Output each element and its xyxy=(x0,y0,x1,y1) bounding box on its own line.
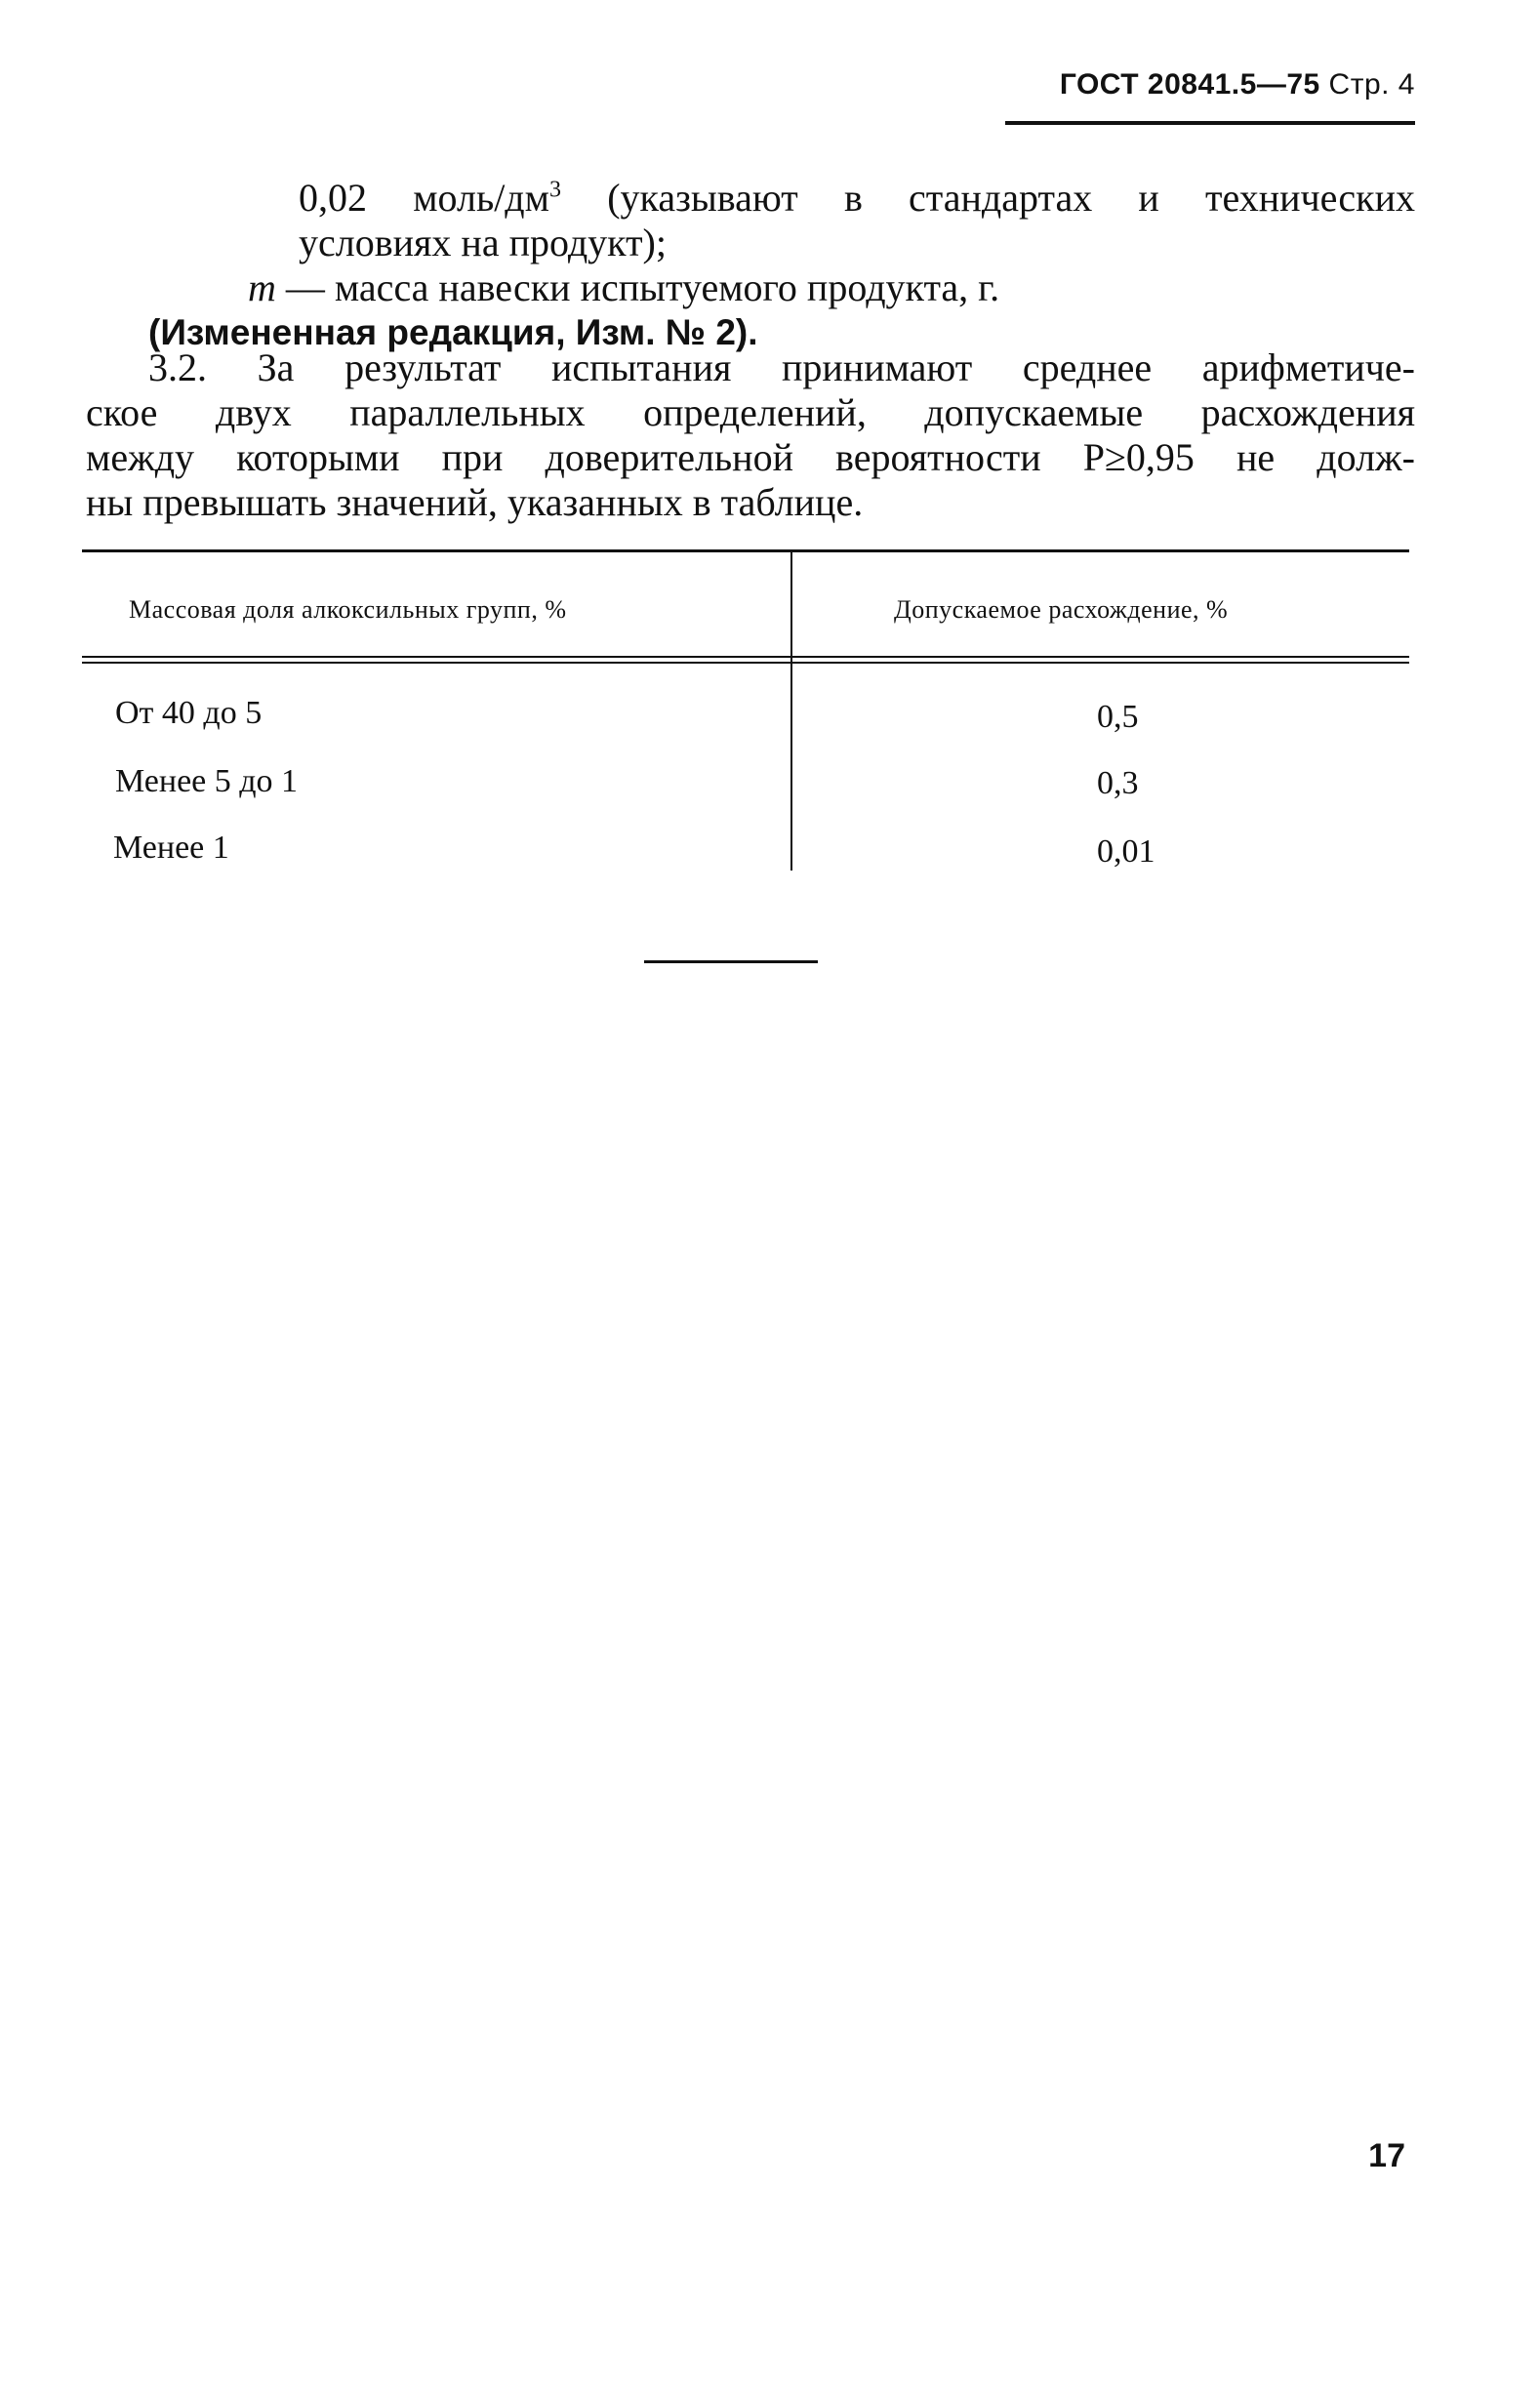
tolerance-cell: 0,3 xyxy=(1097,765,1139,801)
section-end-rule xyxy=(644,960,818,963)
amendment-note: (Измененная редакция, Изм. № 2). xyxy=(148,312,758,352)
formula-line-2: условиях на продукт); xyxy=(299,221,667,264)
formula-line-1 xyxy=(299,176,1415,221)
table-header-tolerance: Допускаемое расхождение, % xyxy=(894,595,1229,624)
paragraph-3-2-line-1: 3.2. За результат испытания принимают среднее арифметиче- xyxy=(148,345,1415,389)
variable-m-definition xyxy=(248,265,999,310)
range-cell: Менее 1 xyxy=(113,830,229,866)
standard-number: ГОСТ 20841.5—75 xyxy=(1059,68,1320,101)
page-number: 17 xyxy=(1368,2137,1405,2174)
table-header-rule xyxy=(82,656,1409,658)
variable-m-symbol: m xyxy=(248,265,276,309)
tolerance-cell: 0,5 xyxy=(1097,699,1139,735)
page-header xyxy=(1005,68,1415,101)
paragraph-3-2-line-2: ское двух параллельных определений, допускаемые расхождения xyxy=(86,390,1415,434)
table-header-rule-2 xyxy=(82,662,1409,664)
table-column-divider xyxy=(790,552,792,871)
paragraph-3-2-line-3: между которыми при доверительной вероятности P≥0,95 не долж- xyxy=(86,435,1415,479)
tolerance-cell: 0,01 xyxy=(1097,833,1155,870)
concentration-unit-exponent: 3 xyxy=(548,177,561,203)
variable-m-dash: — xyxy=(275,265,335,309)
header-rule xyxy=(1005,121,1415,125)
concentration-note: (указывают в стандартах и технических xyxy=(607,176,1416,220)
range-cell: Менее 5 до 1 xyxy=(115,763,299,799)
table-top-rule xyxy=(82,549,1409,552)
table-header-range: Массовая доля алкоксильных групп, % xyxy=(129,595,567,624)
range-cell: От 40 до 5 xyxy=(115,695,263,731)
paragraph-3-2-line-4: ны превышать значений, указанных в таблице. xyxy=(86,480,864,524)
page-label: Стр. 4 xyxy=(1328,68,1415,101)
variable-m-text: масса навески испытуемого продукта, г. xyxy=(334,265,1000,309)
concentration-value: 0,02 моль/дм xyxy=(299,176,549,220)
